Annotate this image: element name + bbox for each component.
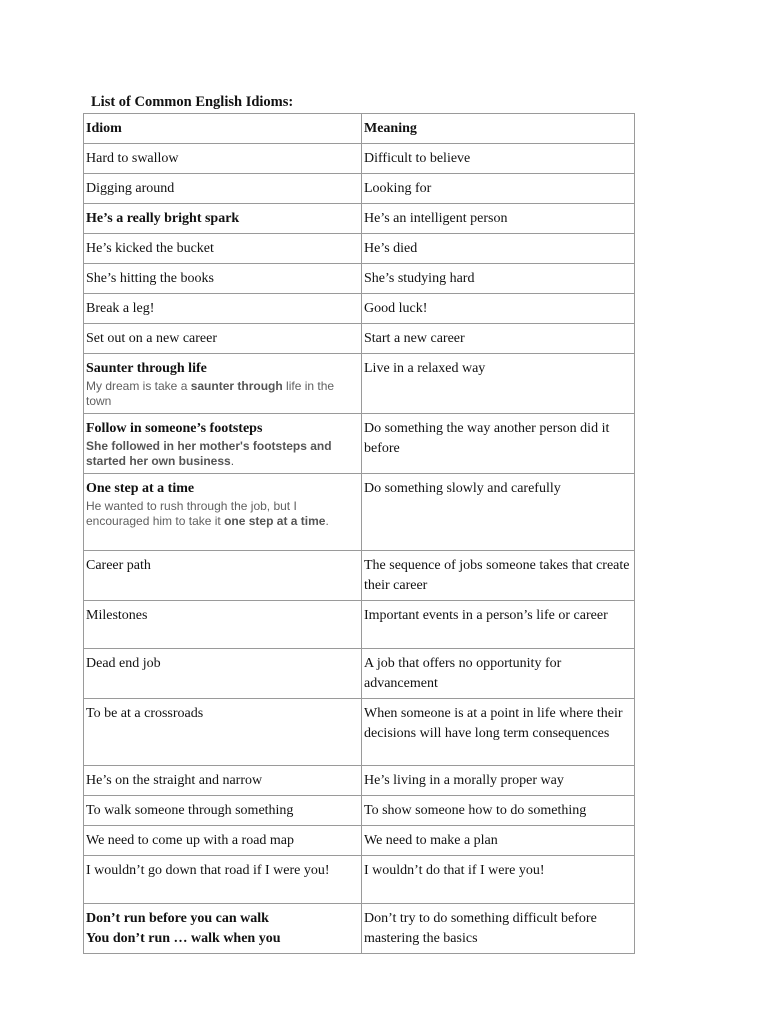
table-row — [84, 856, 635, 904]
idiom-cell: To be at a crossroads — [84, 699, 362, 766]
meaning-cell: Important events in a person’s life or career — [362, 601, 635, 649]
idiom-example — [86, 499, 359, 529]
idiom-cell — [84, 414, 362, 474]
table-row — [84, 904, 635, 954]
table-row — [84, 264, 635, 294]
idiom-phrase: Follow in someone’s footsteps — [86, 421, 263, 436]
meaning-cell: Do something slowly and carefully — [362, 474, 635, 551]
table-row — [84, 826, 635, 856]
idiom-cell: He’s on the straight and narrow — [84, 766, 362, 796]
idiom-cell: Break a leg! — [84, 294, 362, 324]
idiom-phrase: Don’t run before you can walk — [86, 911, 269, 926]
table-row — [84, 474, 635, 551]
idiom-cell: Set out on a new career — [84, 324, 362, 354]
meaning-cell: Good luck! — [362, 294, 635, 324]
example-highlight: saunter through — [190, 379, 283, 393]
idiom-example — [86, 439, 359, 469]
idiom-cell: We need to come up with a road map — [84, 826, 362, 856]
meaning-cell: Live in a relaxed way — [362, 354, 635, 414]
table-row — [84, 601, 635, 649]
idiom-cell: Career path — [84, 551, 362, 601]
meaning-cell: To show someone how to do something — [362, 796, 635, 826]
idioms-table — [83, 113, 635, 954]
table-row — [84, 204, 635, 234]
meaning-cell: I wouldn’t do that if I were you! — [362, 856, 635, 904]
meaning-cell: Start a new career — [362, 324, 635, 354]
idiom-phrase-continued: You don’t run … walk when you — [86, 931, 281, 946]
meaning-cell: We need to make a plan — [362, 826, 635, 856]
idiom-cell: Dead end job — [84, 649, 362, 699]
table-header-row — [84, 114, 635, 144]
example-text: life in the town — [86, 379, 335, 408]
example-text: He wanted to rush through the job, but I encouraged him to take it — [86, 499, 297, 528]
idiom-cell: To walk someone through something — [84, 796, 362, 826]
idiom-cell: I wouldn’t go down that road if I were you! — [84, 856, 362, 904]
example-text: . — [230, 454, 235, 468]
example-highlight: one step at a time — [224, 514, 326, 528]
meaning-cell: A job that offers no opportunity for advancement — [362, 649, 635, 699]
table-row — [84, 294, 635, 324]
table-row — [84, 796, 635, 826]
table-row — [84, 174, 635, 204]
table-row — [84, 354, 635, 414]
idiom-cell: Milestones — [84, 601, 362, 649]
document-title: List of Common English Idioms: — [91, 94, 294, 110]
header-idiom: Idiom — [84, 114, 362, 144]
idiom-cell: Digging around — [84, 174, 362, 204]
table-row — [84, 649, 635, 699]
idiom-cell — [84, 354, 362, 414]
meaning-cell: Don’t try to do something difficult before mastering the basics — [362, 904, 635, 954]
example-text: My dream is take a — [86, 379, 191, 393]
header-meaning: Meaning — [362, 114, 635, 144]
idiom-cell: He’s a really bright spark — [84, 204, 362, 234]
example-text: . — [325, 514, 329, 528]
idiom-example — [86, 379, 359, 409]
idiom-cell — [84, 904, 362, 954]
idiom-phrase: Saunter through life — [86, 361, 207, 376]
table-row — [84, 766, 635, 796]
table-row — [84, 551, 635, 601]
meaning-cell: The sequence of jobs someone takes that create their career — [362, 551, 635, 601]
table-row — [84, 144, 635, 174]
meaning-cell: Difficult to believe — [362, 144, 635, 174]
idiom-cell: Hard to swallow — [84, 144, 362, 174]
meaning-cell: He’s living in a morally proper way — [362, 766, 635, 796]
meaning-cell: When someone is at a point in life where their decisions will have long term consequences — [362, 699, 635, 766]
meaning-cell: She’s studying hard — [362, 264, 635, 294]
meaning-cell: He’s an intelligent person — [362, 204, 635, 234]
meaning-cell: Looking for — [362, 174, 635, 204]
idiom-cell: He’s kicked the bucket — [84, 234, 362, 264]
idiom-cell: She’s hitting the books — [84, 264, 362, 294]
idiom-phrase: One step at a time — [86, 481, 195, 496]
meaning-cell: Do something the way another person did it before — [362, 414, 635, 474]
table-row — [84, 414, 635, 474]
table-row — [84, 324, 635, 354]
table-row — [84, 699, 635, 766]
example-text: She followed in her mother's footsteps and started her own business — [86, 439, 332, 468]
idiom-cell — [84, 474, 362, 551]
table-row — [84, 234, 635, 264]
meaning-cell: He’s died — [362, 234, 635, 264]
